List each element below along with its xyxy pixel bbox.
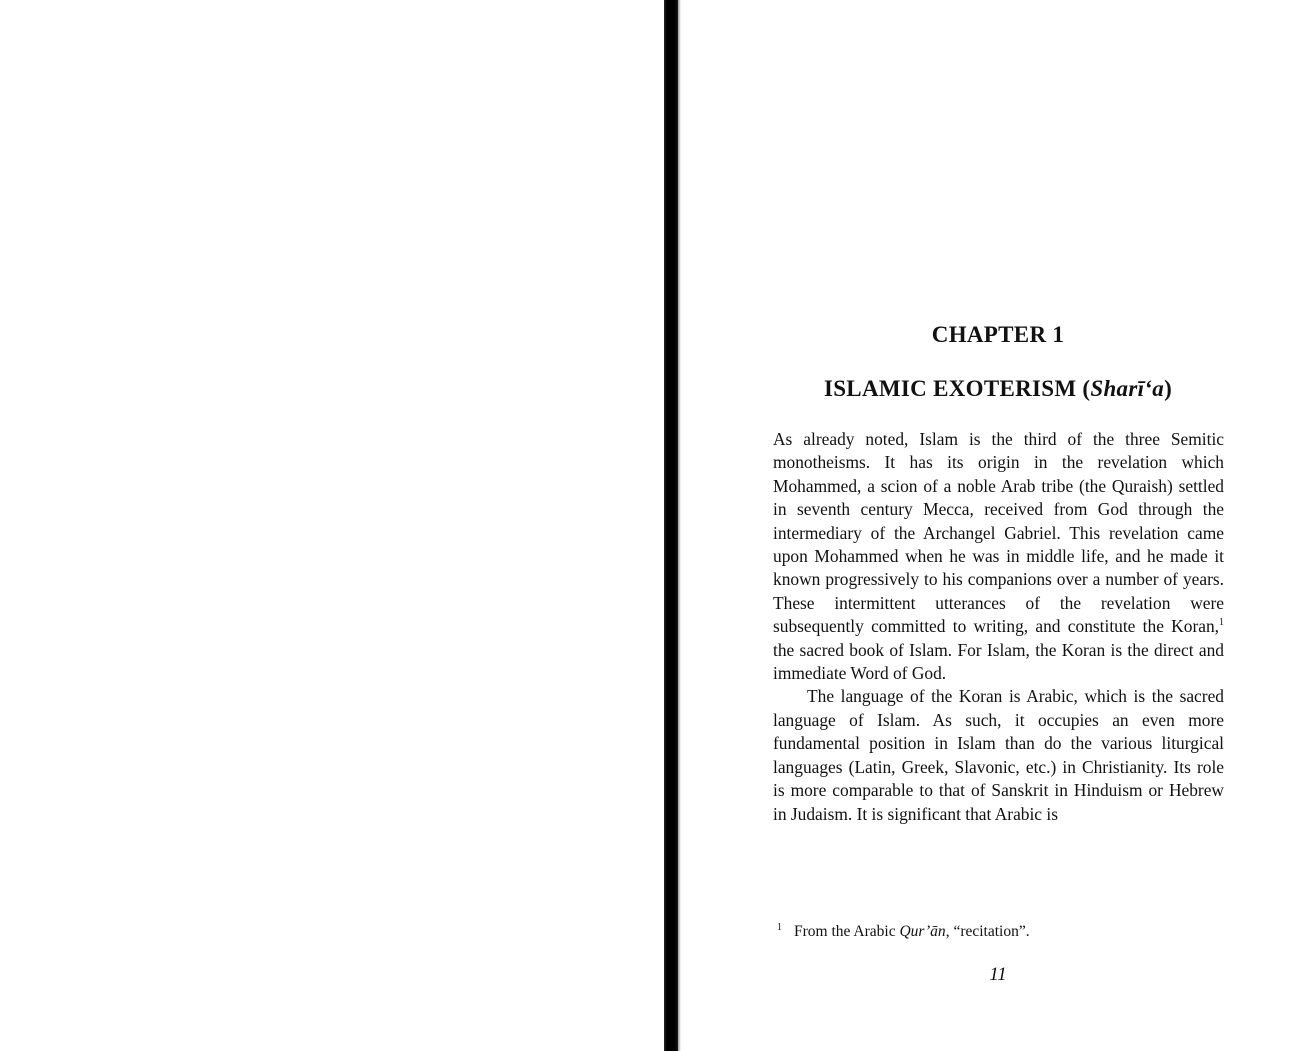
paragraph-1-text-b: the sacred book of Islam. For Islam, the Koran is the direct and immediate Word of God. [773, 639, 1224, 684]
footnote-text-before: From the Arabic [794, 923, 900, 940]
footnote-1 [777, 922, 1217, 942]
page-number: 11 [989, 964, 1007, 985]
right-page [681, 0, 1316, 1051]
chapter-number: CHAPTER 1 [931, 322, 1065, 347]
chapter-title-close: ) [1164, 376, 1173, 401]
paragraph-1 [773, 428, 1224, 685]
footnote-text-after: , “recitation”. [945, 923, 1030, 940]
footnote-reference-1: 1 [1219, 617, 1224, 629]
footnote-italic-term: Qur’ān [899, 923, 946, 940]
paragraph-2: The language of the Koran is Arabic, which is the sacred language of Islam. As such, it occupies an even more fundamental position in Islam than do the various liturgical languages (Latin, Greek, Slavonic, etc.) in Christianity. Its role is more comparable to that of Sanskrit in Hinduism or Hebrew in Judaism. It is significant that Arabic is [773, 686, 1224, 824]
footnote-mark: 1 [777, 921, 782, 933]
book-spine-gutter [664, 0, 678, 1051]
chapter-title-italic-term: Sharī‘a [1090, 376, 1165, 401]
paragraph-1-text-a: As already noted, Islam is the third of the three Semitic monotheisms. It has its origin in the revelation which Mohammed, a scion of a noble Arab tribe (the Quraish) settled in seventh century Mecca, received from God through the intermediary of the Archangel Gabriel. This revelation came upon Mohammed when he was in middle life, and he made it known progressively to his companions over a number of years. These intermittent utterances of the revelation were subsequently committed to writing, and constitute the Koran, [773, 429, 1224, 637]
chapter-title-main: ISLAMIC EXOTERISM ( [823, 376, 1091, 401]
chapter-body-text [773, 428, 1224, 826]
chapter-title [773, 376, 1223, 402]
